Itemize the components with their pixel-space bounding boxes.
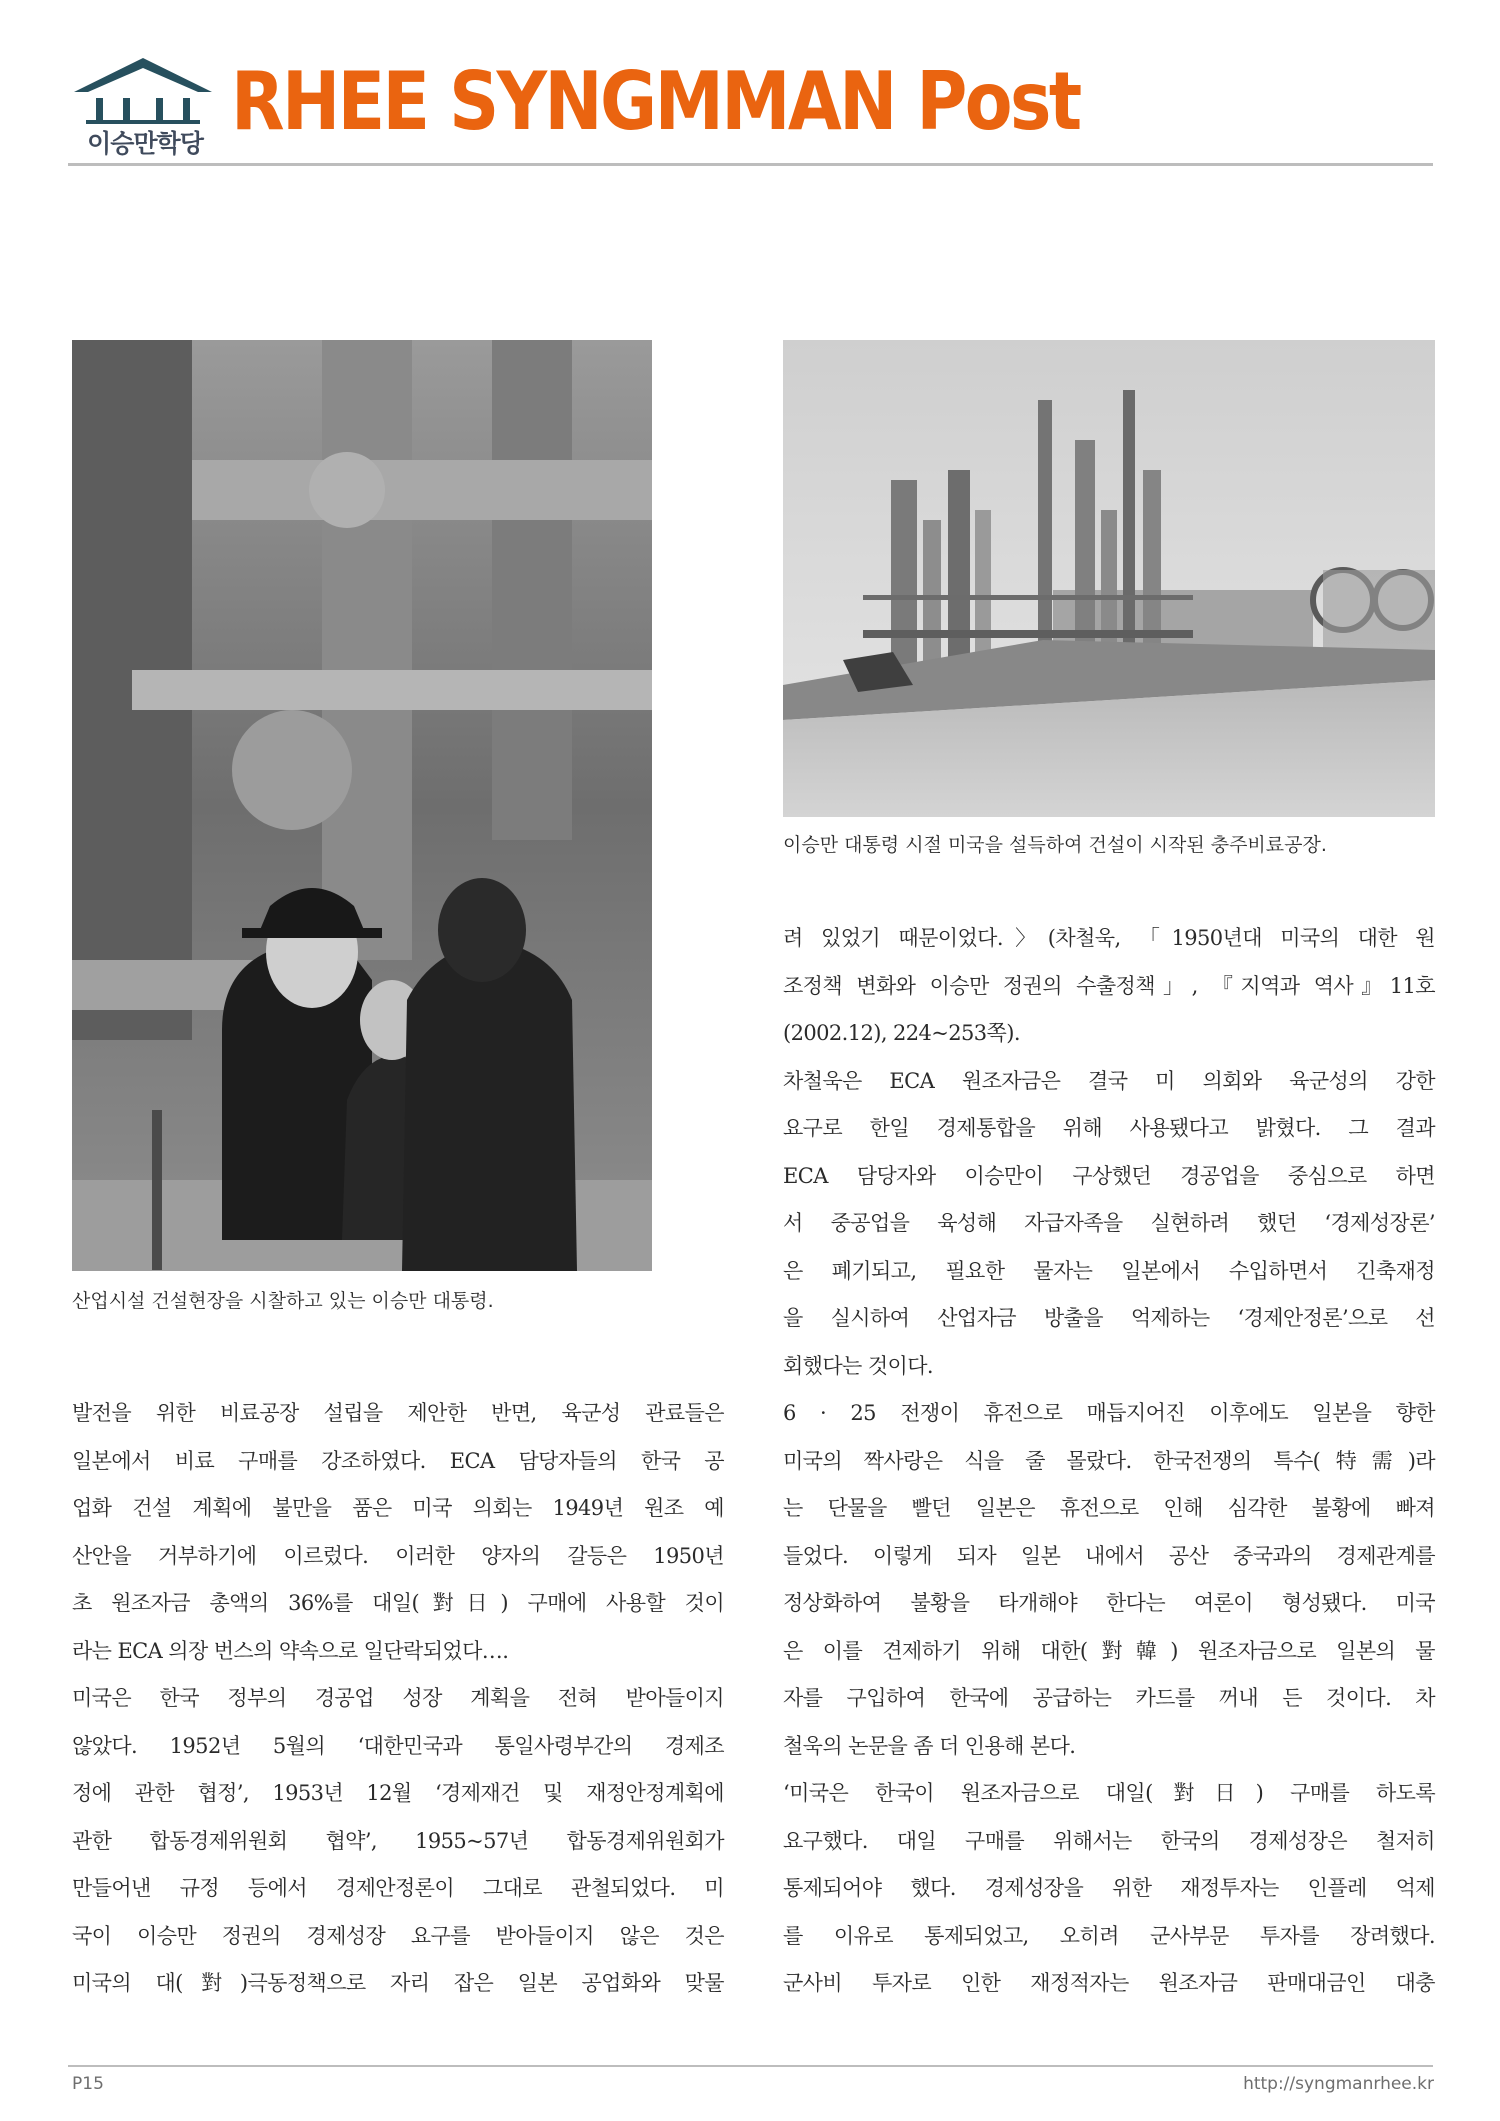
text-line: 자를 구입하여 한국에 공급하는 카드를 꺼내 든 것이다. 차 [783,1686,1435,1710]
text-line: 요구로 한일 경제통합을 위해 사용됐다고 밝혔다. 그 결과 [783,1116,1435,1140]
page-header [68,48,1433,168]
text-line: 들었다. 이렇게 되자 일본 내에서 공산 중국과의 경제관계를 [783,1543,1435,1568]
text-line: ‘미국은 한국이 원조자금으로 대일(對日) 구매를 하도록 [783,1781,1435,1805]
text-line: 산안을 거부하기에 이르렀다. 이러한 양자의 갈등은 1950년 [72,1543,724,1568]
text-line: 서 중공업을 육성해 자급자족을 실현하려 했던 ‘경제성장론’ [783,1211,1435,1235]
text-line: 은 폐기되고, 필요한 물자는 일본에서 수입하면서 긴축재정 [783,1258,1435,1283]
text-line: 를 이유로 통제되었고, 오히려 군사부문 투자를 장려했다. [783,1923,1435,1948]
text-line: 라는 ECA 의장 번스의 약속으로 일단락되었다…. [72,1638,509,1663]
logo-text: 이승만학당 [87,129,203,158]
photo-caption-right: 이승만 대통령 시절 미국을 설득하여 건설이 시작된 충주비료공장. [783,834,1327,856]
masthead-title: RHEE SYNGMMAN Post [231,55,1080,148]
text-line: 6 · 25 전쟁이 휴전으로 매듭지어진 이후에도 일본을 향한 [783,1401,1435,1425]
footer-divider [68,2065,1433,2067]
inspection-photo [72,340,652,1271]
article-column-left [72,1390,724,2008]
website-link[interactable]: http://syngmanrhee.kr [1243,2074,1434,2094]
text-line: 은 이를 견제하기 위해 대한(對韓) 원조자금으로 일본의 물 [783,1638,1435,1663]
text-line: 발전을 위한 비료공장 설립을 제안한 반면, 육군성 관료들은 [72,1401,724,1425]
text-line: 미국의 대(對)극동정책으로 자리 잡은 일본 공업화와 맞물 [72,1971,724,1995]
text-line: 을 실시하여 산업자금 방출을 억제하는 ‘경제안정론’으로 선 [783,1306,1435,1330]
text-line: 관한 합동경제위원회 협약’, 1955~57년 합동경제위원회가 [72,1828,724,1853]
text-line: 초 원조자금 총액의 36%를 대일(對日) 구매에 사용할 것이 [72,1591,724,1615]
logo [68,48,218,158]
text-line: 업화 건설 계획에 불만을 품은 미국 의회는 1949년 원조 예 [72,1496,724,1520]
house-logo-icon [68,48,218,128]
text-line: 조정책 변화와 이승만 정권의 수출정책」, 『지역과 역사』11호 [783,973,1435,998]
text-line: 철욱의 논문을 좀 더 인용해 본다. [783,1733,1076,1758]
text-line: 국이 이승만 정권의 경제성장 요구를 받아들이지 않은 것은 [72,1923,724,1948]
text-line: 는 단물을 빨던 일본은 휴전으로 인해 심각한 불황에 빠져 [783,1496,1435,1520]
text-line: (2002.12), 224~253쪽). [783,1021,1020,1045]
text-line: 회했다는 것이다. [783,1353,933,1378]
header-divider [68,163,1433,166]
text-line: 정상화하여 불황을 타개해야 한다는 여론이 형성됐다. 미국 [783,1591,1435,1615]
article-column-right [783,915,1435,2008]
page-number: P15 [72,2074,104,2094]
fertilizer-plant-photo [783,340,1435,817]
text-line: 차철욱은 ECA 원조자금은 결국 미 의회와 육군성의 강한 [783,1068,1435,1093]
text-line: 통제되어야 했다. 경제성장을 위한 재정투자는 인플레 억제 [783,1876,1435,1900]
text-line: ECA 담당자와 이승만이 구상했던 경공업을 중심으로 하면 [783,1163,1435,1188]
text-line: 군사비 투자로 인한 재정적자는 원조자금 판매대금인 대충 [783,1971,1435,1995]
text-line: 미국의 짝사랑은 식을 줄 몰랐다. 한국전쟁의 특수(特需)라 [783,1448,1435,1473]
text-line: 정에 관한 협정’, 1953년 12월 ‘경제재건 및 재정안정계획에 [72,1781,724,1805]
text-line: 미국은 한국 정부의 경공업 성장 계획을 전혀 받아들이지 [72,1686,724,1710]
text-line: 려 있었기 때문이었다.〉(차철욱, 「1950년대 미국의 대한 원 [783,926,1435,950]
text-line: 않았다. 1952년 5월의 ‘대한민국과 통일사령부간의 경제조 [72,1733,724,1758]
text-line: 만들어낸 규정 등에서 경제안정론이 그대로 관철되었다. 미 [72,1876,724,1900]
text-line: 요구했다. 대일 구매를 위해서는 한국의 경제성장은 철저히 [783,1828,1435,1853]
photo-caption-left: 산업시설 건설현장을 시찰하고 있는 이승만 대통령. [72,1290,494,1312]
text-line: 일본에서 비료 구매를 강조하였다. ECA 담당자들의 한국 공 [72,1448,724,1473]
